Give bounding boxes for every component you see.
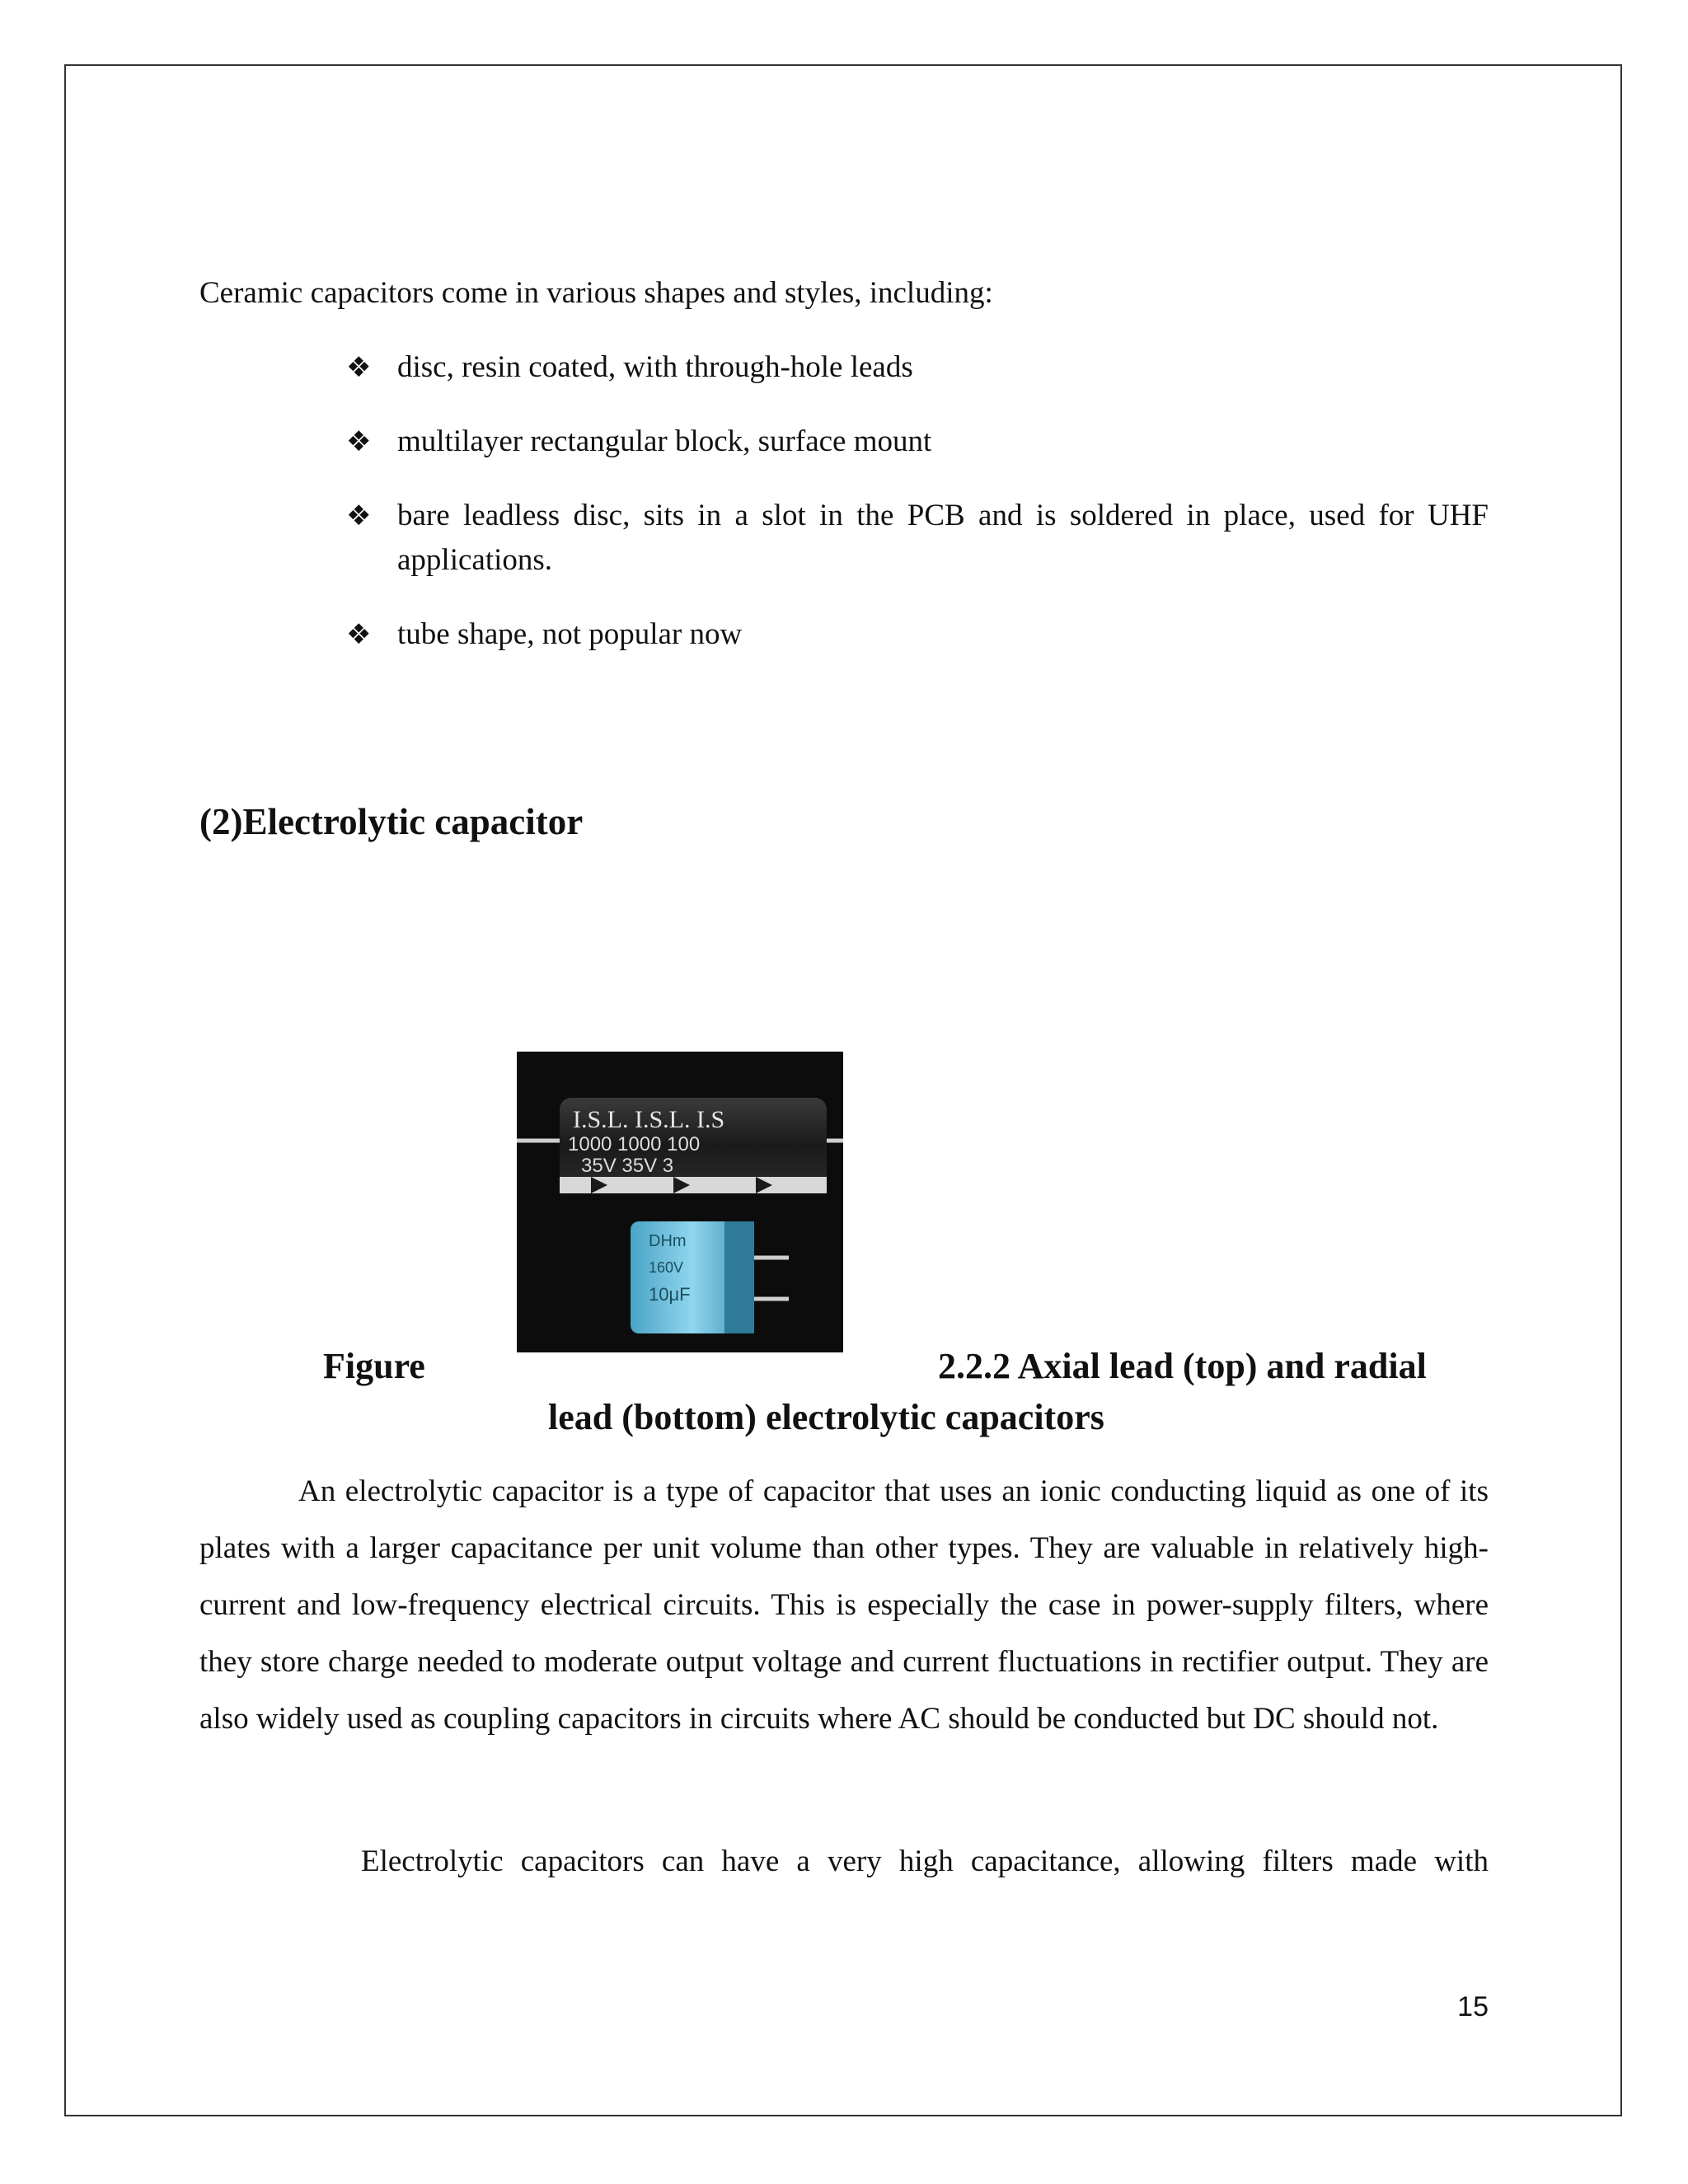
figure-caption-word: Figure: [323, 1346, 425, 1386]
radial-voltage-label: 160V: [649, 1259, 684, 1276]
bullet-item: disc, resin coated, with through-hole leads: [397, 350, 913, 384]
bullet-diamond-icon: ❖: [346, 425, 372, 458]
figure-caption-text: 2.2.2 Axial lead (top) and radial: [938, 1346, 1427, 1386]
intro-text: Ceramic capacitors come in various shapes and styles, including:: [199, 276, 993, 310]
radial-value-label: 10μF: [649, 1284, 691, 1305]
paragraph-electrolytic-description: An electrolytic capacitor is a type of capacitor that uses an ionic conducting liquid as one of its plates with a larger capacitance per unit volume than other types. They are valuable in relatively high-current and low-frequency electrical circuits. This is especially the case in power-supply filters, where they store charge needed to moderate output voltage and current fluctuations in rectifier output. They are also widely used as coupling capacitors in circuits where AC should be conducted but DC should not.: [199, 1474, 1489, 1736]
bullet-item: bare leadless disc, sits in a slot in the PCB and is soldered in place, used for UHF: [397, 499, 1489, 532]
radial-brand-label: DHm: [649, 1232, 687, 1250]
section-heading: (2)Electrolytic capacitor: [199, 801, 584, 842]
bullet-diamond-icon: ❖: [346, 618, 372, 651]
capacitors-photo: [517, 1052, 843, 1352]
axial-brand-label: I.S.L. I.S.L. I.S: [573, 1106, 725, 1133]
bullet-item-continuation: applications.: [397, 543, 553, 577]
bullet-item: multilayer rectangular block, surface mount: [397, 424, 932, 458]
bullet-item: tube shape, not popular now: [397, 617, 743, 651]
axial-voltage-label: 35V 35V 3: [581, 1155, 674, 1177]
figure-caption-line2: lead (bottom) electrolytic capacitors: [548, 1397, 1104, 1437]
paragraph-electrolytic-capacitance: Electrolytic capacitors can have a very high capacitance, allowing filters made with: [361, 1844, 1489, 1878]
page-number: 15: [1457, 1991, 1489, 2022]
axial-value-label: 1000 1000 100: [568, 1133, 701, 1155]
radial-polarity-stripe: [724, 1221, 754, 1333]
bullet-diamond-icon: ❖: [346, 499, 372, 532]
bullet-diamond-icon: ❖: [346, 351, 372, 384]
